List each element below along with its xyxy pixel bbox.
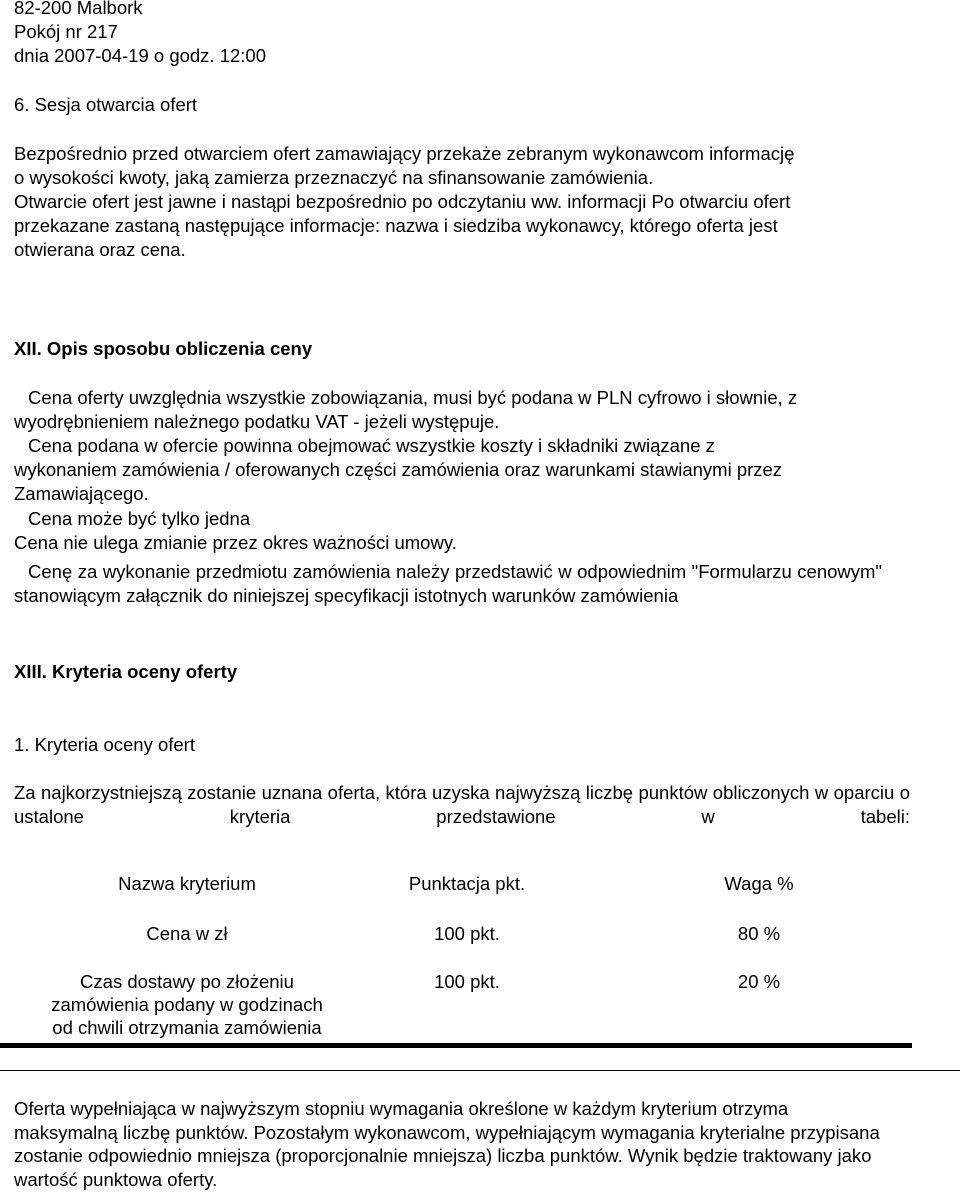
table-header-cell: Punktacja pkt. bbox=[408, 873, 526, 894]
table-cell: 80 % bbox=[737, 923, 781, 944]
section-6-text-line: otwierana oraz cena. bbox=[14, 239, 186, 260]
table-cell: Czas dostawy po złożeniu zamówienia podany w godzinach od chwili otrzymania zamówienia bbox=[51, 971, 323, 1038]
section-13-heading: XIII. Kryteria oceny oferty bbox=[14, 661, 238, 682]
table-header-row bbox=[46, 860, 912, 922]
section-6-text-line: o wysokości kwoty, jaką zamierza przeznaczyć na sfinansowanie zamówienia. bbox=[14, 167, 654, 188]
section-13-intro-span: Za najkorzystniejszą zostanie uznana oferta, która uzyska najwyższą liczbę punktów obliczonych w oparciu o ustalone kryteria przedstawione w tabeli: bbox=[14, 782, 910, 827]
section-12-text-line: Cena może być tylko jedna bbox=[28, 508, 251, 529]
table-cell: 20 % bbox=[737, 971, 781, 992]
thick-divider bbox=[0, 1043, 912, 1048]
section-12-heading: XII. Opis sposobu obliczenia ceny bbox=[14, 338, 313, 359]
section-6-text-line: Otwarcie ofert jest jawne i nastąpi bezpośrednio po odczytaniu ww. informacji Po otwarciu ofert bbox=[14, 191, 791, 212]
table-cell: 100 pkt. bbox=[434, 923, 500, 944]
thin-divider bbox=[0, 1070, 960, 1071]
section-13-intro-text bbox=[14, 781, 910, 828]
table-cell: 100 pkt. bbox=[434, 971, 500, 992]
table-row bbox=[46, 922, 912, 970]
section-13-intro bbox=[14, 781, 910, 828]
section-12-text-line: Zamawiającego. bbox=[14, 483, 149, 504]
section-6-heading: 6. Sesja otwarcia ofert bbox=[14, 94, 198, 115]
table-header-cell: Nazwa kryterium bbox=[118, 873, 256, 894]
section-12-text-line: wykonaniem zamówienia / oferowanych części zamówienia oraz warunkami stawianymi przez bbox=[14, 459, 783, 480]
section-12-text-line: Cena nie ulega zmianie przez okres ważności umowy. bbox=[14, 532, 457, 553]
section-12-text-line: wyodrębnieniem należnego podatku VAT - jeżeli występuje. bbox=[14, 411, 500, 432]
table-cell: Cena w zł bbox=[146, 923, 228, 944]
section-12-text-line: Cena oferty uwzględnia wszystkie zobowiązania, musi być podana w PLN cyfrowo i słownie, z bbox=[28, 387, 798, 408]
section-6-text-line: Bezpośrednio przed otwarciem ofert zamawiający przekaże zebranym wykonawcom informację bbox=[14, 143, 795, 164]
address-line: 82-200 Malbork bbox=[14, 0, 143, 18]
section-12-text-line: Cena podana w ofercie powinna obejmować wszystkie koszty i składniki związane z bbox=[28, 435, 715, 456]
section-13-subheading: 1. Kryteria oceny ofert bbox=[14, 734, 195, 755]
footer-paragraph: Oferta wypełniająca w najwyższym stopniu wymagania określone w każdym kryterium otrzyma maksymalną liczbę punktów. Pozostałym wykonawcom, wypełniającym wymagania kryterialne przypisana zostanie odpowiednio mniejsza (proporcjonalnie mniejsza) liczba punktów. Wynik będzie traktowany jako wartość punktowa oferty. bbox=[14, 1098, 880, 1190]
section-6-text-line: przekazane zastaną następujące informacje: nazwa i siedziba wykonawcy, którego oferta jest bbox=[14, 215, 778, 236]
date-line: dnia 2007-04-19 o godz. 12:00 bbox=[14, 45, 267, 66]
table-row bbox=[46, 970, 912, 1039]
table-header-cell: Waga % bbox=[724, 873, 794, 894]
section-12-price-form-note: Cenę za wykonanie przedmiotu zamówienia należy przedstawić w odpowiednim "Formularzu cenowym" stanowiącym załącznik do niniejszej specyfikacji istotnych warunków zamówienia bbox=[14, 561, 882, 606]
room-line: Pokój nr 217 bbox=[14, 21, 118, 42]
criteria-table bbox=[46, 860, 912, 1039]
